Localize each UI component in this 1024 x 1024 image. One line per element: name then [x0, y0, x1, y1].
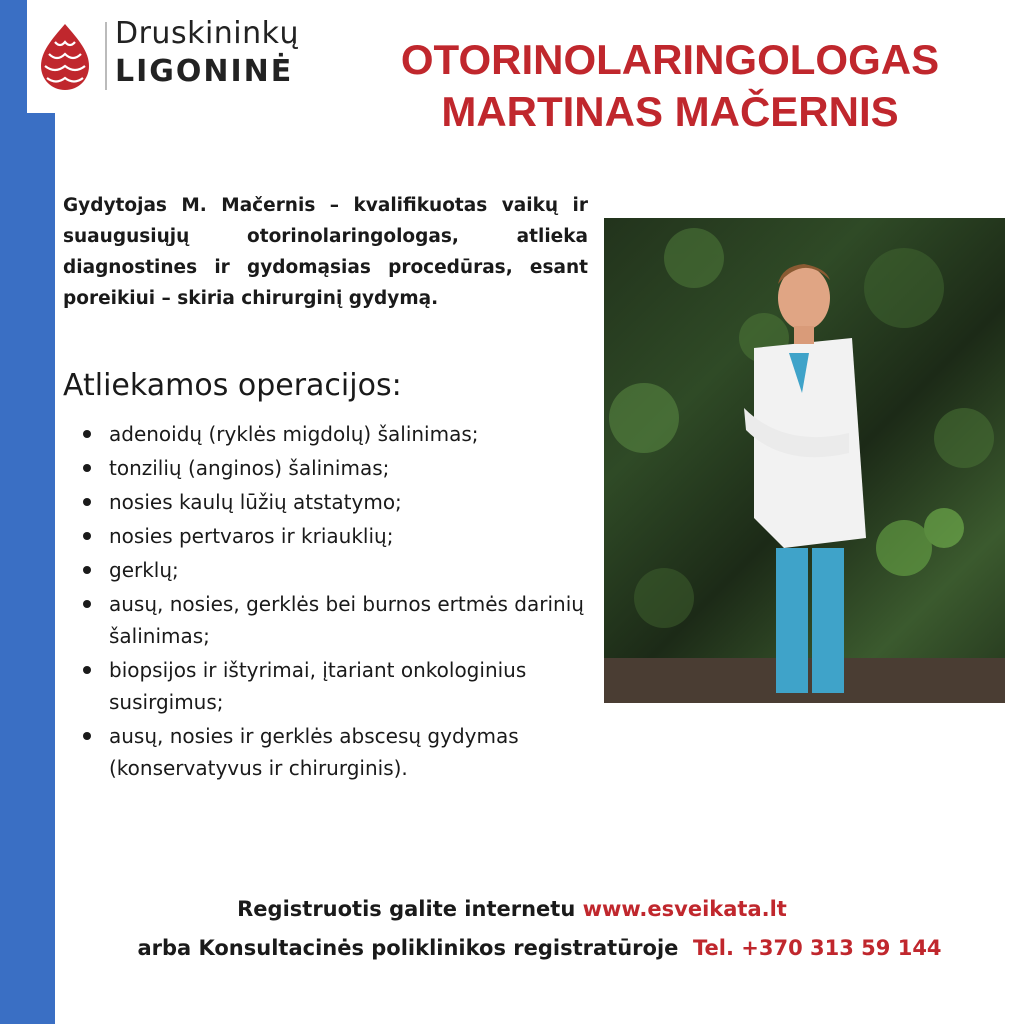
logo-name-line1: Druskininkų — [115, 16, 300, 51]
operations-heading: Atliekamos operacijos: — [63, 368, 402, 403]
list-item: ausų, nosies ir gerklės abscesų gydymas (konservatyvus ir chirurginis). — [63, 720, 623, 784]
title-specialty: OTORINOLARINGOLOGAS — [400, 36, 940, 83]
phone-number[interactable]: Tel. +370 313 59 144 — [693, 936, 942, 960]
hospital-logo — [27, 0, 330, 113]
list-item: nosies kaulų lūžių atstatymo; — [63, 486, 623, 518]
list-item: tonzilių (anginos) šalinimas; — [63, 452, 623, 484]
list-item: adenoidų (ryklės migdolų) šalinimas; — [63, 418, 623, 450]
pinecone-icon — [39, 22, 91, 92]
doctor-photo-illustration — [604, 218, 1005, 703]
doctor-photo — [604, 218, 1005, 703]
list-item: nosies pertvaros ir kriauklių; — [63, 520, 623, 552]
title-doctor-name: MARTINAS MAČERNIS — [441, 88, 899, 135]
blue-side-bar — [0, 0, 55, 1024]
operations-list — [63, 418, 623, 786]
footer-registration-phone — [55, 936, 1024, 960]
footer-registry-text: arba Konsultacinės poliklinikos registratūroje — [137, 936, 679, 960]
page-title — [350, 34, 990, 138]
list-item: ausų, nosies, gerklės bei burnos ertmės darinių šalinimas; — [63, 588, 623, 652]
footer-online-text: Registruotis galite internetu — [237, 897, 576, 921]
doctor-intro: Gydytojas M. Mačernis – kvalifikuotas vaikų ir suaugusiųjų otorinolaringologas, atlieka diagnostines ir gydomąsias procedūras, esant poreikiui – skiria chirurginį gydymą. — [63, 195, 588, 309]
logo-divider — [105, 22, 107, 90]
list-item: gerklų; — [63, 554, 623, 586]
footer-registration-online — [0, 897, 1024, 921]
list-item: biopsijos ir ištyrimai, įtariant onkologinius susirgimus; — [63, 654, 623, 718]
logo-name-line2: LIGONINĖ — [115, 54, 294, 89]
esveikata-link[interactable]: www.esveikata.lt — [582, 897, 787, 921]
